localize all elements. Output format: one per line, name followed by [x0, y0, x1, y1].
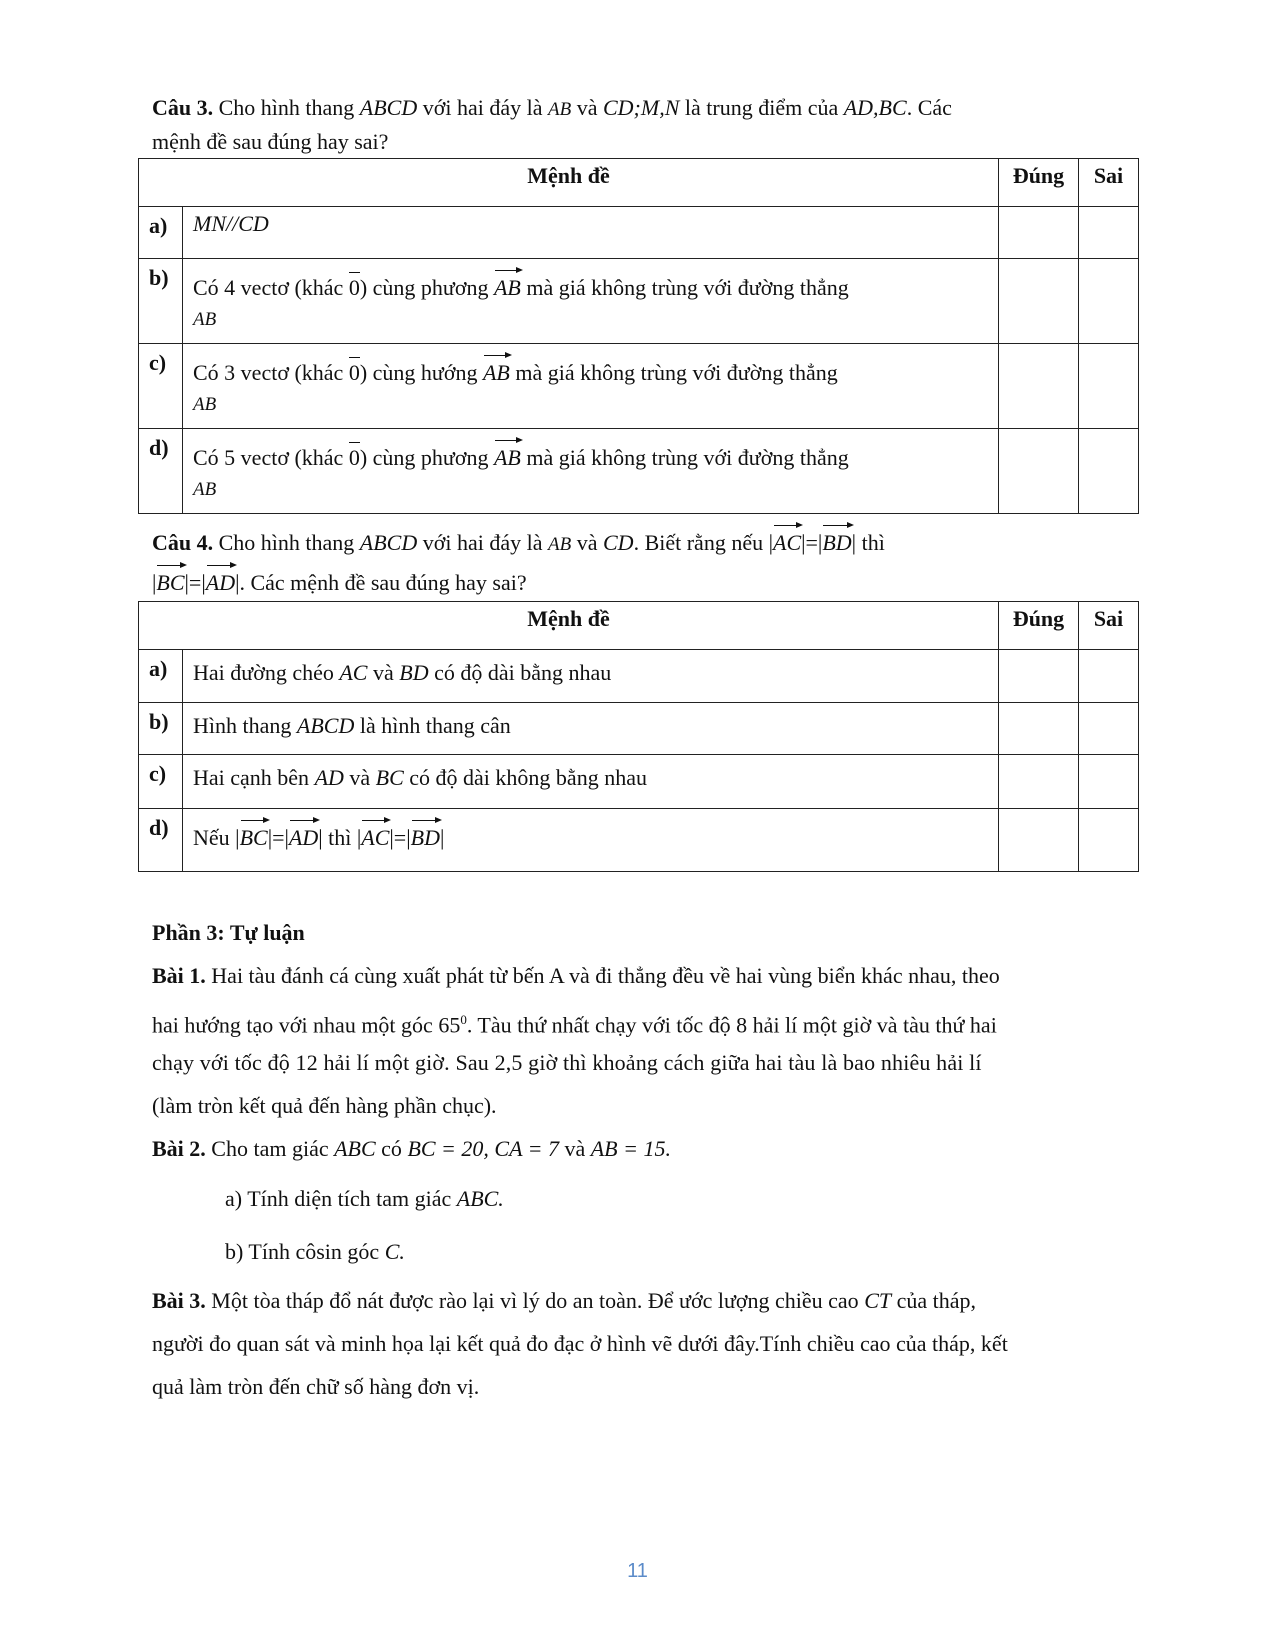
vector-symbol: AB: [494, 437, 521, 473]
zero-vector: 0: [349, 439, 360, 473]
true-cell[interactable]: [999, 809, 1079, 872]
bai3-line3: quả làm tròn đến chữ số hàng đơn vị.: [152, 1374, 480, 1399]
bai1-line3: chạy với tốc độ 12 hải lí một giờ. Sau 2,5 giờ thì khoảng cách giữa hai tàu là bao nhiêu hải lí: [152, 1050, 982, 1075]
true-cell[interactable]: [999, 429, 1079, 514]
false-cell[interactable]: [1079, 703, 1139, 755]
table-row: [139, 809, 1139, 872]
bai1-line1: Bài 1. Hai tàu đánh cá cùng xuất phát từ bến A và đi thẳng đều về hai vùng biển khác nhau, theo: [152, 963, 1000, 988]
q3-table: [138, 158, 1139, 514]
false-cell[interactable]: [1079, 259, 1139, 344]
statement-text: Hai cạnh bên AD và BC có độ dài không bằng nhau: [183, 755, 999, 809]
bai2-part-a: a) Tính diện tích tam giác ABC.: [225, 1186, 504, 1211]
zero-vector: 0: [349, 269, 360, 303]
vector-symbol: AD: [289, 817, 318, 853]
header-statement: Mệnh đề: [139, 602, 999, 650]
statement-text: MN//CD: [193, 211, 269, 236]
statement-text: Nếu |BC|=|AD| thì |AC|=|BD|: [183, 809, 999, 872]
row-label: d): [139, 809, 183, 872]
q3-table-header: [139, 159, 1139, 207]
vector-symbol: AC: [773, 522, 801, 558]
true-cell[interactable]: [999, 259, 1079, 344]
table-row: [139, 259, 1139, 344]
header-false: Sai: [1079, 159, 1139, 207]
header-statement: Mệnh đề: [139, 159, 999, 207]
vector-symbol: AC: [361, 817, 389, 853]
bai2-line1: Bài 2. Cho tam giác ABC có BC = 20, CA = 7 và AB = 15.: [152, 1136, 671, 1161]
q3-label: Câu 3.: [152, 95, 214, 120]
row-label: a): [139, 207, 183, 259]
zero-vector: 0: [349, 354, 360, 388]
statement-text: Hình thang ABCD là hình thang cân: [183, 703, 999, 755]
vector-symbol: BD: [822, 522, 851, 558]
vector-symbol: BC: [156, 562, 184, 598]
header-false: Sai: [1079, 602, 1139, 650]
q4-line1: Câu 4. Cho hình thang ABCD với hai đáy là AB và CD. Biết rằng nếu |AC|=|BD| thì: [152, 522, 885, 560]
bai1-label: Bài 1.: [152, 963, 206, 988]
bai3-label: Bài 3.: [152, 1288, 206, 1313]
table-row: [139, 429, 1139, 514]
q4-table-header: [139, 602, 1139, 650]
q4-label: Câu 4.: [152, 530, 214, 555]
table-row: [139, 650, 1139, 703]
table-row: [139, 344, 1139, 429]
bai3-line1: Bài 3. Một tòa tháp đổ nát được rào lại vì lý do an toàn. Để ước lượng chiều cao CT của tháp,: [152, 1288, 977, 1313]
bai2-label: Bài 2.: [152, 1136, 206, 1161]
true-cell[interactable]: [999, 344, 1079, 429]
statement-text: Hai đường chéo AC và BD có độ dài bằng nhau: [183, 650, 999, 703]
true-cell[interactable]: [999, 703, 1079, 755]
q4-line2: |BC|=|AD|. Các mệnh đề sau đúng hay sai?: [152, 562, 527, 598]
bai2-part-b: b) Tính côsin góc C.: [225, 1239, 405, 1264]
false-cell[interactable]: [1079, 755, 1139, 809]
q3-line1: Câu 3. Cho hình thang ABCD với hai đáy là AB và CD;M,N là trung điểm của AD,BC. Các: [152, 95, 952, 120]
statement-text: Có 3 vectơ (khác 0) cùng hướng AB mà giá không trùng với đường thẳng AB: [183, 344, 999, 429]
vector-symbol: AB: [483, 352, 510, 388]
false-cell[interactable]: [1079, 809, 1139, 872]
header-true: Đúng: [999, 602, 1079, 650]
true-cell[interactable]: [999, 650, 1079, 703]
true-cell[interactable]: [999, 755, 1079, 809]
false-cell[interactable]: [1079, 429, 1139, 514]
bai3-line2: người đo quan sát và minh họa lại kết quả đo đạc ở hình vẽ dưới đây.Tính chiều cao của tháp, kết: [152, 1331, 1008, 1356]
row-label: c): [139, 344, 183, 429]
false-cell[interactable]: [1079, 650, 1139, 703]
row-label: a): [139, 650, 183, 703]
row-label: b): [139, 703, 183, 755]
q3-line2: mệnh đề sau đúng hay sai?: [152, 129, 389, 154]
row-label: d): [139, 429, 183, 514]
table-row: [139, 207, 1139, 259]
row-label: c): [139, 755, 183, 809]
bai1-line4: (làm tròn kết quả đến hàng phần chục).: [152, 1093, 497, 1118]
part3-title: Phần 3: Tự luận: [152, 920, 305, 945]
header-true: Đúng: [999, 159, 1079, 207]
bai1-line2: hai hướng tạo với nhau một góc $65^0$. Tàu thứ nhất chạy với tốc độ 8 hải lí một giờ và tàu thứ hai: [152, 1012, 997, 1038]
q4-table: [138, 601, 1139, 872]
true-cell[interactable]: [999, 207, 1079, 259]
vector-symbol: BD: [411, 817, 440, 853]
page-number: 11: [627, 1560, 648, 1582]
table-row: [139, 755, 1139, 809]
vector-symbol: BC: [240, 817, 268, 853]
statement-text: Có 4 vectơ (khác 0) cùng phương AB mà giá không trùng với đường thẳng AB: [183, 259, 999, 344]
row-label: b): [139, 259, 183, 344]
table-row: [139, 703, 1139, 755]
statement-text: Có 5 vectơ (khác 0) cùng phương AB mà giá không trùng với đường thẳng AB: [183, 429, 999, 514]
false-cell[interactable]: [1079, 207, 1139, 259]
vector-symbol: AD: [206, 562, 235, 598]
vector-symbol: AB: [494, 267, 521, 303]
false-cell[interactable]: [1079, 344, 1139, 429]
